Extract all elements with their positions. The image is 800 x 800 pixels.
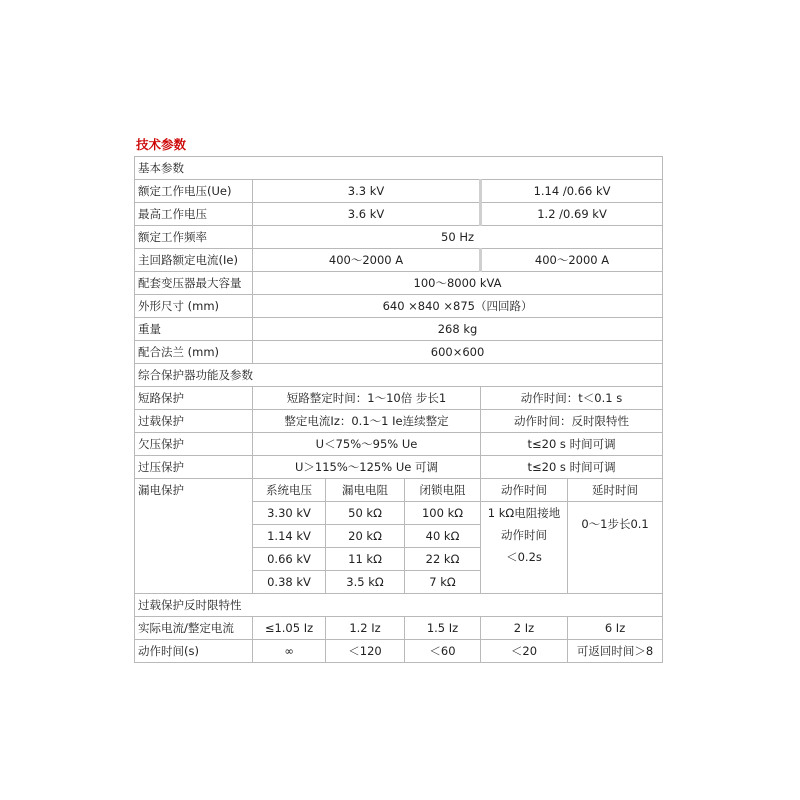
table-row xyxy=(135,456,663,479)
cell-value: 1.14 kV xyxy=(253,525,326,548)
cell-value: ＜60 xyxy=(405,640,481,663)
column-header: 动作时间 xyxy=(481,479,568,502)
cell-value: ≤1.05 Iz xyxy=(253,617,326,640)
cell-value: 268 kg xyxy=(253,318,663,341)
page-title: 技术参数 xyxy=(136,137,187,152)
cell-value: 可返回时间＞8 xyxy=(568,640,663,663)
leakage-action-time xyxy=(481,502,568,594)
cell-value: 短路整定时间：1～10倍 步长1 xyxy=(253,387,481,410)
section-row xyxy=(135,157,663,180)
row-label: 重量 xyxy=(135,318,253,341)
cell-value: 3.3 kV xyxy=(253,180,481,203)
cell-value: ∞ xyxy=(253,640,326,663)
action-time-line: 动作时间 xyxy=(501,528,547,542)
cell-value: 1.2 Iz xyxy=(326,617,405,640)
cell-value: 动作时间：t＜0.1 s xyxy=(481,387,663,410)
action-time-line: 1 kΩ电阻接地 xyxy=(487,506,561,520)
cell-value: 11 kΩ xyxy=(326,548,405,571)
table-row xyxy=(135,617,663,640)
table-row xyxy=(135,203,663,226)
column-header: 延时时间 xyxy=(568,479,663,502)
row-label: 外形尺寸 (mm) xyxy=(135,295,253,318)
cell-value: 0.38 kV xyxy=(253,571,326,594)
row-label: 动作时间(s) xyxy=(135,640,253,663)
spec-container xyxy=(134,136,662,663)
cell-value: 0.66 kV xyxy=(253,548,326,571)
table-row xyxy=(135,387,663,410)
cell-value: 1.2 /0.69 kV xyxy=(481,203,663,226)
row-label: 欠压保护 xyxy=(135,433,253,456)
row-label: 配套变压器最大容量 xyxy=(135,272,253,295)
row-label: 漏电保护 xyxy=(135,479,253,594)
cell-value: 2 Iz xyxy=(481,617,568,640)
table-row xyxy=(135,226,663,249)
cell-value: 20 kΩ xyxy=(326,525,405,548)
cell-value: 动作时间：反时限特性 xyxy=(481,410,663,433)
section-overload-curve: 过载保护反时限特性 xyxy=(135,594,663,617)
cell-value: 整定电流Iz：0.1～1 Ie连续整定 xyxy=(253,410,481,433)
cell-value: 3.6 kV xyxy=(253,203,481,226)
cell-value: 1.14 /0.66 kV xyxy=(481,180,663,203)
spec-table xyxy=(134,156,663,663)
cell-value: t≤20 s 时间可调 xyxy=(481,456,663,479)
cell-value: ＜20 xyxy=(481,640,568,663)
column-header: 漏电电阻 xyxy=(326,479,405,502)
cell-value: U＜75%～95% Ue xyxy=(253,433,481,456)
row-label: 最高工作电压 xyxy=(135,203,253,226)
cell-value: 600×600 xyxy=(253,341,663,364)
cell-value: t≤20 s 时间可调 xyxy=(481,433,663,456)
cell-value: 1.5 Iz xyxy=(405,617,481,640)
cell-value: 400～2000 A xyxy=(481,249,663,272)
cell-value: 3.30 kV xyxy=(253,502,326,525)
cell-value: 50 Hz xyxy=(253,226,663,249)
table-row xyxy=(135,410,663,433)
row-label: 额定工作频率 xyxy=(135,226,253,249)
column-header: 闭锁电阻 xyxy=(405,479,481,502)
row-label: 过压保护 xyxy=(135,456,253,479)
row-label: 额定工作电压(Ue) xyxy=(135,180,253,203)
cell-value: 3.5 kΩ xyxy=(326,571,405,594)
section-protection: 综合保护器功能及参数 xyxy=(135,364,663,387)
row-label: 实际电流/整定电流 xyxy=(135,617,253,640)
row-label: 配合法兰 (mm) xyxy=(135,341,253,364)
row-label: 主回路额定电流(Ie) xyxy=(135,249,253,272)
row-label: 过载保护 xyxy=(135,410,253,433)
cell-value: 6 Iz xyxy=(568,617,663,640)
cell-value: 22 kΩ xyxy=(405,548,481,571)
table-row xyxy=(135,433,663,456)
action-time-line: ＜0.2s xyxy=(506,550,542,564)
section-row xyxy=(135,364,663,387)
cell-value: 100～8000 kVA xyxy=(253,272,663,295)
cell-value: 400～2000 A xyxy=(253,249,481,272)
section-basic: 基本参数 xyxy=(135,157,663,180)
leakage-delay-time: 0～1步长0.1 xyxy=(568,502,663,594)
leakage-header-row xyxy=(135,479,663,502)
cell-value: 640 ×840 ×875（四回路） xyxy=(253,295,663,318)
table-row xyxy=(135,295,663,318)
cell-value: 50 kΩ xyxy=(326,502,405,525)
table-row xyxy=(135,180,663,203)
row-label: 短路保护 xyxy=(135,387,253,410)
table-row xyxy=(135,318,663,341)
table-row xyxy=(135,272,663,295)
cell-value: 7 kΩ xyxy=(405,571,481,594)
table-row xyxy=(135,341,663,364)
column-header: 系统电压 xyxy=(253,479,326,502)
cell-value: U＞115%～125% Ue 可调 xyxy=(253,456,481,479)
table-row xyxy=(135,640,663,663)
cell-value: 100 kΩ xyxy=(405,502,481,525)
table-row xyxy=(135,249,663,272)
cell-value: 40 kΩ xyxy=(405,525,481,548)
section-row xyxy=(135,594,663,617)
cell-value: ＜120 xyxy=(326,640,405,663)
